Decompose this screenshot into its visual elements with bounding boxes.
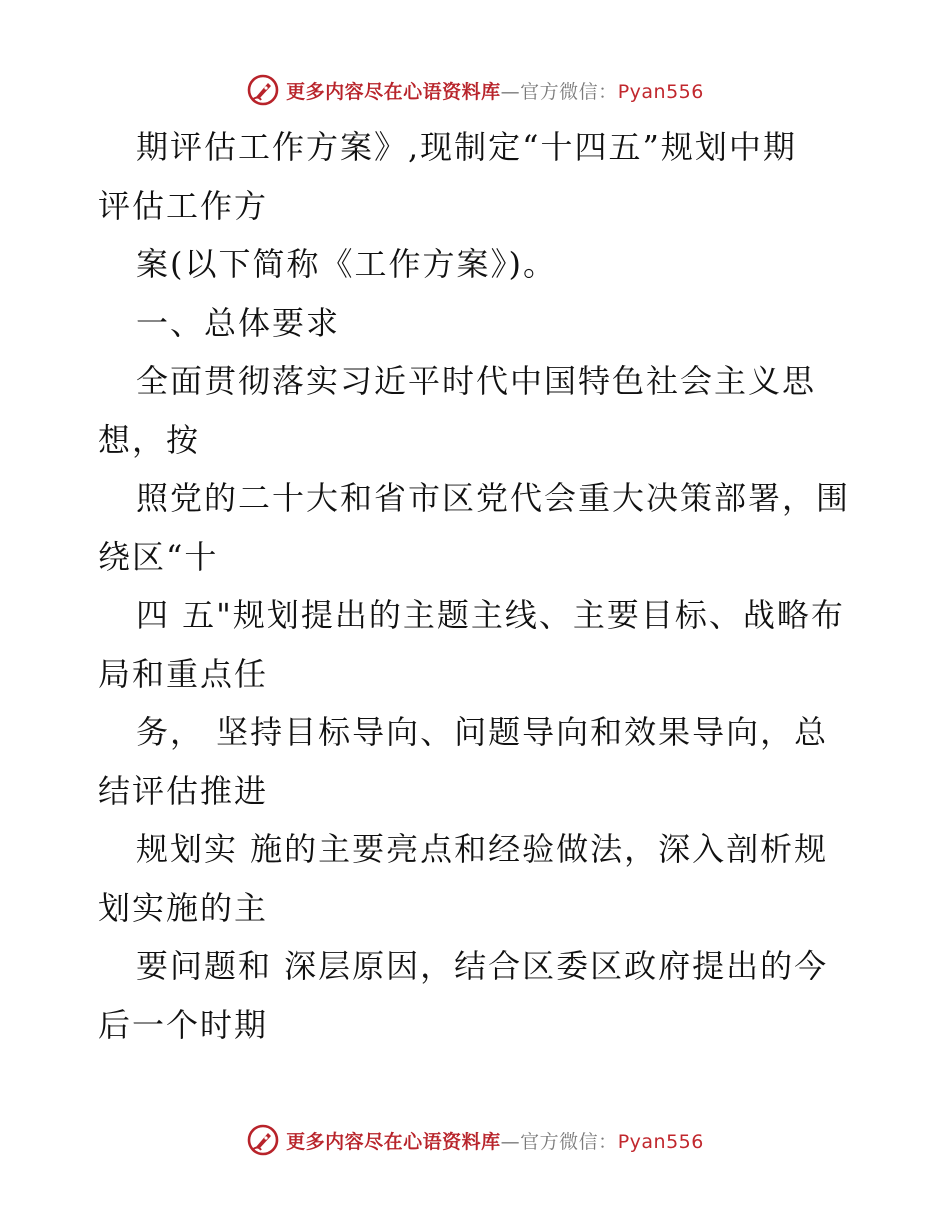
- banner-dash: —: [500, 1130, 521, 1153]
- text-line: 期评估工作方案》,现制定“十四五”规划中期: [136, 128, 797, 166]
- banner-label: 官方微信：: [520, 1130, 618, 1153]
- banner-wechat-id: Pyan556: [617, 80, 704, 103]
- document-body: [98, 118, 858, 1054]
- text-line: 案(以下简称《工作方案》)。: [136, 245, 557, 283]
- text-line: 后一个时期: [98, 1005, 269, 1044]
- text-line: 绕区“十: [98, 537, 219, 576]
- text-line: 四 五"规划提出的主题主线、主要目标、战略布: [136, 596, 845, 634]
- text-line: 评估工作方: [98, 186, 269, 225]
- banner-text: [286, 1127, 704, 1154]
- text-line: 结评估推进: [98, 771, 269, 810]
- banner-wechat-id: Pyan556: [617, 1130, 704, 1153]
- pen-nib-circle-icon: [246, 1123, 280, 1157]
- header-banner: [0, 70, 950, 110]
- text-line: 要问题和 深层原因，结合区委区政府提出的今: [136, 947, 829, 985]
- text-line: 一、总体要求: [136, 303, 341, 342]
- banner-text: [286, 77, 704, 104]
- footer-banner: [0, 1120, 950, 1160]
- text-line: 务， 坚持目标导向、问题导向和效果导向，总: [136, 713, 829, 751]
- banner-dash: —: [500, 80, 521, 103]
- banner-label: 官方微信：: [520, 80, 618, 103]
- text-line: 划实施的主: [98, 888, 269, 927]
- text-line: 照党的二十大和省市区党代会重大决策部署，围: [136, 479, 851, 517]
- text-line: 想，按: [98, 420, 201, 459]
- banner-site-name: 更多内容尽在心语资料库: [286, 1130, 501, 1153]
- pen-nib-circle-icon: [246, 73, 280, 107]
- text-line: 局和重点任: [98, 654, 269, 693]
- text-line: 规划实 施的主要亮点和经验做法，深入剖析规: [136, 830, 829, 868]
- text-line: 全面贯彻落实习近平时代中国特色社会主义思: [136, 362, 817, 400]
- banner-site-name: 更多内容尽在心语资料库: [286, 80, 501, 103]
